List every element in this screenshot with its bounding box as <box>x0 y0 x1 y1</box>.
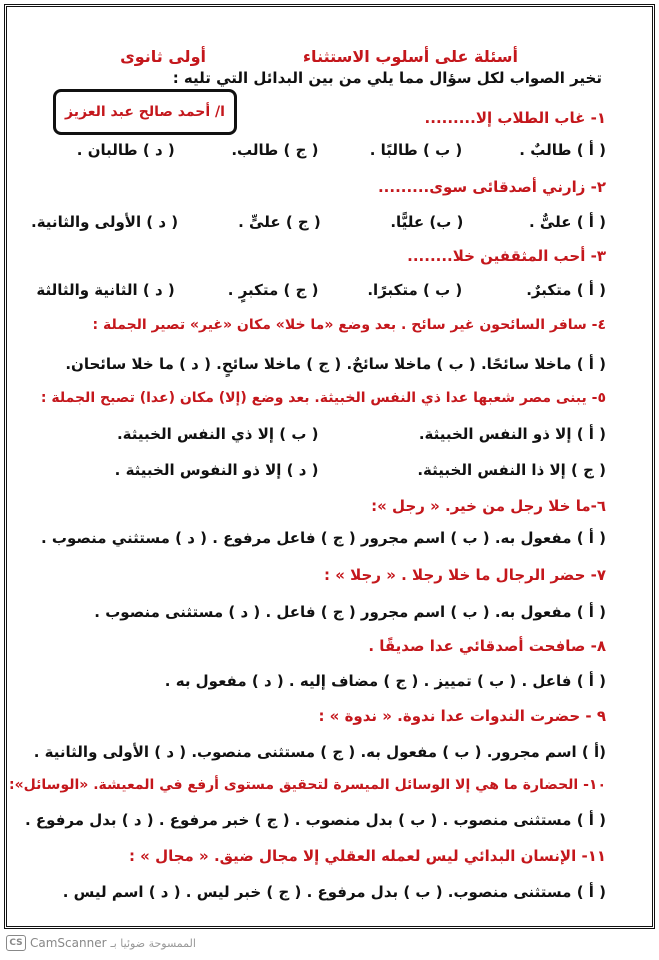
option-c: ( ج ) علىٍّ . <box>238 213 321 231</box>
question-11-options: ( أ ) مستثنى منصوب. ( ب ) بدل مرفوع . ( ج ) خبر ليس . ( د ) اسم ليس . <box>62 883 606 901</box>
option-a: ( أ ) إلا ذو النفس الخبيثة. <box>418 425 606 443</box>
option-a: ( أ ) طالبٌ . <box>519 141 606 159</box>
option-b: ( ب ) طالبًا . <box>369 141 463 159</box>
question-5-options-ab <box>31 425 606 443</box>
question-6-options: ( أ ) مفعول به. ( ب ) اسم مجرور ( ج ) فاعل مرفوع . ( د ) مستثني منصوب . <box>40 529 606 547</box>
question-6: ٦-ما خلا رجل من خير. « رجل »: <box>371 497 606 515</box>
option-c: ( ج ) إلا ذا النفس الخبيثة. <box>417 461 606 479</box>
question-5-options-cd <box>31 461 606 479</box>
option-b: ( ب ) إلا ذي النفس الخبيثة. <box>116 425 319 443</box>
camscanner-watermark <box>6 935 196 951</box>
question-9-options: (أ ) اسم مجرور. ( ب ) مفعول به. ( ج ) مستثنى منصوب. ( د ) الأولى والثانية . <box>33 743 606 761</box>
instruction-text: تخير الصواب لكل سؤال مما يلي من بين البدائل التي تليه : <box>172 69 602 87</box>
camscanner-icon: CS <box>6 935 26 951</box>
question-7: ٧- حضر الرجال ما خلا رجلا . « رجلا » : <box>324 566 606 584</box>
question-2: ٢- زارني أصدقائى سوى......... <box>377 178 606 196</box>
question-10-options: ( أ ) مستثنى منصوب . ( ب ) بدل منصوب . ( ج ) خبر مرفوع . ( د ) بدل مرفوع . <box>25 811 606 829</box>
question-8: ٨- صافحت أصدقائي عدا صديقًا . <box>368 637 606 655</box>
option-a: ( أ ) علىٌّ . <box>529 213 606 231</box>
question-10: ١٠- الحضارة ما هي إلا الوسائل الميسرة لتحقيق مستوى أرفع في المعيشة. «الوسائل»: <box>9 777 606 793</box>
question-8-options: ( أ ) فاعل . ( ب ) تمييز . ( ج ) مضاف إليه . ( د ) مفعول به . <box>164 672 606 690</box>
question-4: ٤- سافر السائحون غير سائح . بعد وضع «ما خلا» مكان «غير» تصير الجملة : <box>92 317 606 333</box>
option-d: ( د ) الثانية والثالثة <box>36 281 175 299</box>
option-d: ( د ) طالبان . <box>76 141 175 159</box>
option-c: ( ج ) طالب. <box>231 141 319 159</box>
grade-label: أولى ثانوى <box>120 47 206 66</box>
option-d: ( د ) إلا ذو النفوس الخبيثة . <box>114 461 319 479</box>
question-7-options: ( أ ) مفعول به. ( ب ) اسم مجرور ( ج ) فاعل . ( د ) مستثنى منصوب . <box>94 603 606 621</box>
question-1: ١- غاب الطلاب إلا......... <box>424 109 606 127</box>
question-5: ٥- يبنى مصر شعبها عدا ذي النفس الخبيثة. بعد وضع (إلا) مكان (عدا) تصبح الجملة : <box>40 390 606 406</box>
question-3-options <box>31 281 606 299</box>
worksheet-title: أسئلة على أسلوب الاستثناء <box>302 47 518 66</box>
option-b: ( ب) عليًّا. <box>390 213 464 231</box>
question-4-options: ( أ ) ماخلا سائحًا. ( ب ) ماخلا سائحٌ. ( ج ) ماخلا سائحٍ. ( د ) ما خلا سائحان. <box>65 355 606 373</box>
scanned-by-text: الممسوحة ضوئيا بـ <box>110 936 196 950</box>
option-b: ( ب ) متكبرًا. <box>367 281 463 299</box>
worksheet-frame <box>4 4 655 929</box>
question-2-options <box>31 213 606 231</box>
worksheet-content <box>9 13 646 920</box>
option-a: ( أ ) متكبرٌ. <box>526 281 606 299</box>
author-name: ا/ أحمد صالح عبد العزيز <box>65 104 225 120</box>
option-c: ( ج ) متكبرٍ . <box>227 281 319 299</box>
question-1-options <box>31 141 606 159</box>
question-11: ١١- الإنسان البدائي ليس لعمله العقلي إلا مجال ضيق. « مجال » : <box>128 847 606 865</box>
question-9: ٩ - حضرت الندوات عدا ندوة. « ندوة » : <box>318 707 606 725</box>
camscanner-brand: CamScanner <box>30 936 107 950</box>
question-3: ٣- أحب المثقفين خلا........ <box>407 247 606 265</box>
option-d: ( د ) الأولى والثانية. <box>31 213 179 231</box>
